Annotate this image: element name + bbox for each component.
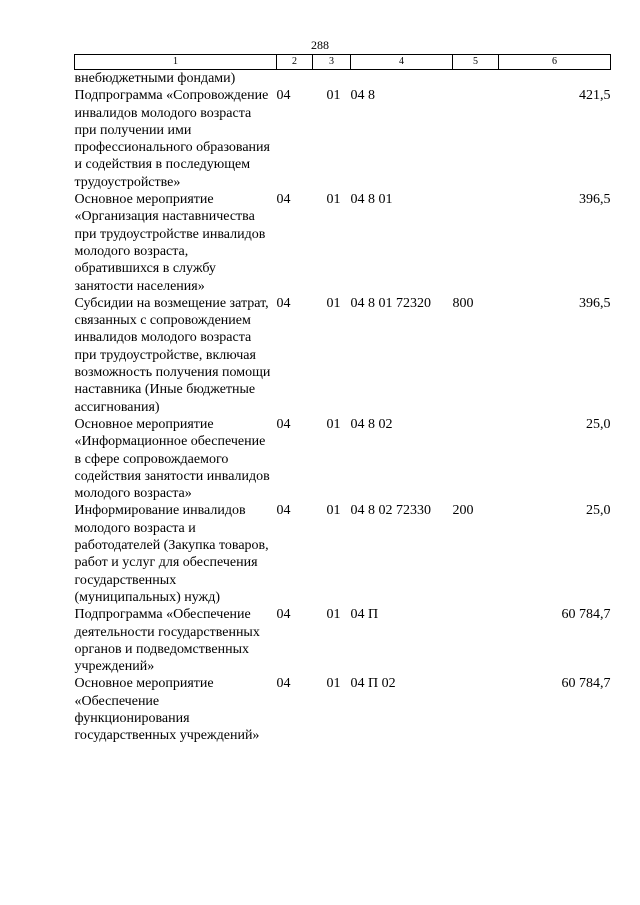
table-row bbox=[75, 502, 611, 606]
row-code-target: 04 8 02 72330 bbox=[350, 503, 431, 519]
row-code-subsection: 01 bbox=[326, 676, 341, 692]
row-amount: 60 784,7 bbox=[561, 676, 611, 692]
row-code-subsection: 01 bbox=[326, 416, 341, 432]
row-name: Информирование инвалидов молодого возраста и работодателей (Закупка товаров, работ и услуг для обеспечения государственных (муниципальных) нужд) bbox=[74, 503, 269, 605]
table-row bbox=[75, 295, 611, 416]
row-name: Основное мероприятие «Информационное обеспечение в сфере сопровождаемого содействия занятости инвалидов молодого возраста» bbox=[74, 416, 270, 502]
row-code-subsection: 01 bbox=[326, 88, 341, 104]
row-code-subsection: 01 bbox=[326, 607, 341, 623]
row-name: Субсидии на возмещение затрат, связанных с сопровождением инвалидов молодого возраста при трудоустройстве, включая возможность получения помощи наставника (Иные бюджетные ассигнования) bbox=[74, 295, 271, 415]
row-code-expense-type bbox=[453, 87, 499, 191]
row-code-expense-type bbox=[453, 191, 499, 295]
row-code-section: 04 bbox=[276, 192, 291, 208]
row-code-target: 04 8 01 72320 bbox=[350, 295, 431, 311]
row-code-subsection: 01 bbox=[326, 503, 341, 519]
row-name: Основное мероприятие «Организация наставничества при трудоустройстве инвалидов молодого возраста, обратившихся в службу занятости населения» bbox=[74, 192, 266, 294]
row-amount: 60 784,7 bbox=[561, 607, 611, 623]
row-code-expense-type: 200 bbox=[452, 503, 474, 519]
row-code-section: 04 bbox=[276, 503, 291, 519]
row-code-expense-type bbox=[453, 416, 499, 502]
row-code-subsection: 01 bbox=[326, 295, 341, 311]
row-code-section: 04 bbox=[276, 416, 291, 432]
table-row bbox=[75, 87, 611, 191]
page-number: 288 bbox=[311, 38, 329, 52]
row-amount: 396,5 bbox=[579, 295, 611, 311]
row-code-section: 04 bbox=[276, 607, 291, 623]
row-amount: 25,0 bbox=[586, 503, 611, 519]
row-code-target: 04 8 02 bbox=[350, 416, 393, 432]
table-row bbox=[75, 606, 611, 675]
row-code-section: 04 bbox=[276, 88, 291, 104]
row-name: Подпрограмма «Сопровождение инвалидов молодого возраста при получении ими профессионального образования и содействия в последующем трудоустройстве» bbox=[74, 88, 270, 190]
table-row bbox=[75, 191, 611, 295]
row-code-expense-type bbox=[453, 675, 499, 744]
header-col-6: 6 bbox=[499, 55, 611, 70]
row-amount: 25,0 bbox=[586, 416, 611, 432]
continuation-text: внебюджетными фондами) bbox=[74, 71, 236, 86]
row-code-target: 04 П 02 bbox=[350, 676, 396, 692]
row-name: Подпрограмма «Обеспечение деятельности государственных органов и подведомственных учреждений» bbox=[74, 607, 260, 675]
budget-table bbox=[74, 54, 611, 745]
row-code-section: 04 bbox=[276, 676, 291, 692]
header-col-5: 5 bbox=[453, 55, 499, 70]
header-col-4: 4 bbox=[351, 55, 453, 70]
row-code-section: 04 bbox=[276, 295, 291, 311]
row-amount: 396,5 bbox=[579, 192, 611, 208]
row-code-expense-type: 800 bbox=[452, 295, 474, 311]
table-row bbox=[75, 675, 611, 744]
row-code-subsection: 01 bbox=[326, 192, 341, 208]
continuation-row bbox=[75, 70, 611, 88]
row-code-target: 04 8 01 bbox=[350, 192, 393, 208]
row-code-target: 04 П bbox=[350, 607, 379, 623]
header-col-2: 2 bbox=[277, 55, 313, 70]
header-row bbox=[75, 55, 611, 70]
header-col-1: 1 bbox=[75, 55, 277, 70]
row-amount: 421,5 bbox=[579, 88, 611, 104]
header-col-3: 3 bbox=[313, 55, 351, 70]
row-code-target: 04 8 bbox=[350, 88, 375, 104]
table-row bbox=[75, 416, 611, 502]
row-code-expense-type bbox=[453, 606, 499, 675]
row-name: Основное мероприятие «Обеспечение функционирования государственных учреждений» bbox=[74, 676, 260, 744]
